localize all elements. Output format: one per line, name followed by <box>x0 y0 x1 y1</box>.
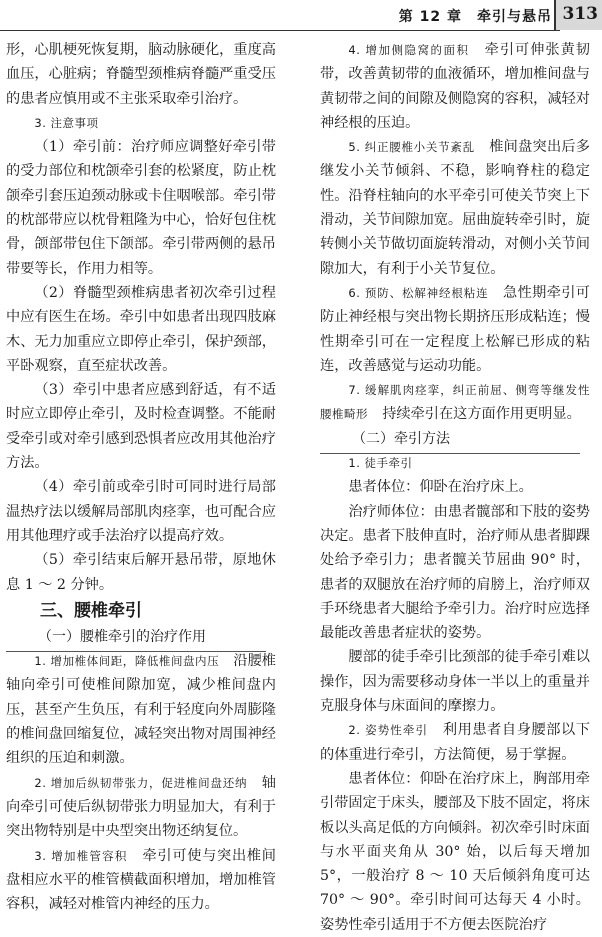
effect-6: 6. 预防、松解神经根粘连 急性期牵引可防止神经根与突出物长期挤压形成粘连；慢性期牵引可在一定程度上松解已形成的粘连，改善感觉与运动功能。 <box>320 284 590 374</box>
page-number-box <box>554 0 602 30</box>
note-5: （5）牵引结束后解开悬吊带，原地休息 1 ～ 2 分钟。 <box>6 552 276 593</box>
page-number: 313 <box>562 4 598 24</box>
effect-3: 3. 增加椎管容积 牵引可使与突出椎间盘相应水平的椎管横截面积增加，增加椎管容积，减轻对椎管内神经的压力。 <box>6 847 276 913</box>
right-column <box>320 38 590 937</box>
chapter-title: 第 12 章 牵引与悬吊 <box>398 9 552 25</box>
subsection-title: （一）腰椎牵引的治疗作用 <box>6 625 276 649</box>
subsection-title: （二）牵引方法 <box>320 427 590 451</box>
paragraph: 形，心肌梗死恢复期，脑动脉硬化，重度高血压，心脏病；脊髓型颈椎病脊髓严重受压的患者应慎用或不主张采取牵引治疗。 <box>6 42 276 107</box>
effect-7: 7. 缓解肌肉痉挛，纠正前屈、侧弯等继发性腰椎畸形 持续牵引在这方面作用更明显。 <box>320 383 590 423</box>
note-3: （3）牵引中患者应感到舒适，有不适时应立即停止牵引，及时检查调整。不能耐受牵引或对牵引感到恐惧者应改用其他治疗方法。 <box>6 382 276 472</box>
section-heading: 3. 注意事项 <box>34 115 99 130</box>
left-column <box>6 38 276 916</box>
method-2: 2. 姿势性牵引 利用患者自身腰部以下的体重进行牵引，方法简便，易于掌握。 <box>320 722 590 763</box>
effect-1: 1. 增加椎体间距，降低椎间盘内压 沿腰椎轴向牵引可使椎间隙加宽，减少椎间盘内压，甚至产生负压，有利于轻度向外周膨隆的椎间盘回缩复位，减轻突出物对周围神经组织的压迫和刺激。 <box>6 653 276 767</box>
paragraph: 腰部的徒手牵引比颈部的徒手牵引难以操作，因为需要移动身体一半以上的重量并克服身体与床面间的摩擦力。 <box>320 649 590 715</box>
paragraph: 患者体位：仰卧在治疗床上，胸部用牵引带固定于床头，腰部及下肢不固定，将床板以头高足低的方向倾斜。初次牵引时床面与水平面夹角从 30° 始，以后每天增加 5°，一般治疗 8 ～ 10 天后倾斜角度可达 70° ～ 90°。牵引时间可达每天 4 小时。姿势性牵引适用于不方便去医院治疗 <box>320 770 590 933</box>
effect-2: 2. 增加后纵韧带张力，促进椎间盘还纳 轴向牵引可使后纵韧带张力明显加大，有利于突出物特别是中央型突出物还纳复位。 <box>6 774 276 840</box>
note-2: （2）脊髓型颈椎病患者初次牵引过程中应有医生在场。牵引中如患者出现四肢麻木、无力加重应立即停止牵引，保护颈部，平卧观察，直至症状改善。 <box>6 284 276 374</box>
effect-4: 4. 增加侧隐窝的面积 牵引可伸张黄韧带，改善黄韧带的血液循环，增加椎间盘与黄韧带之间的间隙及侧隐窝的容积，减轻对神经根的压迫。 <box>320 42 590 131</box>
therapist-position: 治疗师体位：由患者髋部和下肢的姿势决定。患者下肢伸直时，治疗师从患者脚踝处给予牵引力；患者髋关节屈曲 90° 时，患者的双腿放在治疗师的肩膀上，治疗师双手环绕患者大腿给予牵引力。治疗时应选择最能改善患者症状的姿势。 <box>320 503 590 642</box>
header-rule <box>0 30 560 31</box>
patient-position: 患者体位：仰卧在治疗床上。 <box>348 479 533 496</box>
method-1-heading: 1. 徒手牵引 <box>348 456 413 471</box>
note-1: （1）牵引前：治疗师应调整好牵引带的受力部位和枕颌牵引套的松紧度，防止枕颌牵引套压迫颈动脉或卡住咽喉部。牵引带的枕部带应以枕骨粗隆为中心，恰好包住枕骨，颌部带包住下颌部。牵引带两侧的悬吊带要等长，作用力相等。 <box>6 139 276 277</box>
page-header <box>0 0 602 34</box>
note-4: （4）牵引前或牵引时可同时进行局部温热疗法以缓解局部肌肉痉挛，也可配合应用其他理疗或手法治疗以提高疗效。 <box>6 479 276 544</box>
chapter-section-title: 三、腰椎牵引 <box>40 600 142 621</box>
effect-5: 5. 纠正腰椎小关节紊乱 椎间盘突出后多继发小关节倾斜、不稳，影响脊柱的稳定性。沿脊柱轴向的水平牵引可使关节突上下滑动，关节间隙加宽。屈曲旋转牵引时，旋转侧小关节做切面旋转滑动，对侧小关节间隙加大，有利于小关节复位。 <box>320 139 590 277</box>
